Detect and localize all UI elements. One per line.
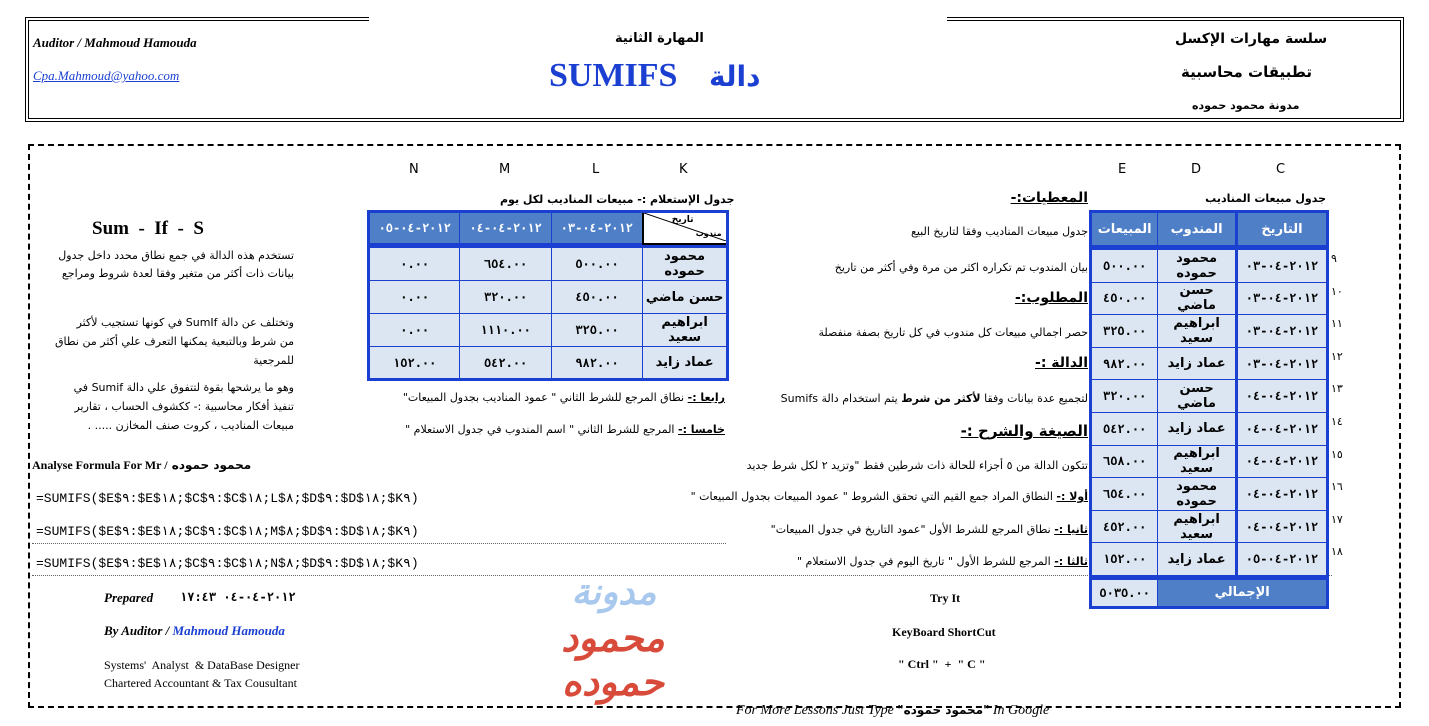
formula-text: تتكون الدالة من ٥ أجزاء للحالة ذات شرطين فقط "وتزيد ٢ لكل شرط جديد (746, 459, 1088, 472)
usage-row (369, 314, 728, 347)
description-line: تستخدم هذه الدالة في جمع نطاق محدد داخل جدول (58, 249, 294, 262)
sales-rep-name: محمود حموده (1158, 478, 1237, 511)
shortcut-keys: " Ctrl " + " C " (898, 657, 986, 671)
prepared-date: ٢٠١٢-٠٤-٠٤ ١٧:٤٣ (180, 590, 296, 604)
first-label: أولا :- (1056, 490, 1088, 503)
description-line: من شرط وبالتبعية يمكنها التعرف علي أكثر من نطاق (55, 335, 294, 348)
sales-date: ٢٠١٢-٠٤-٠٣ (1236, 347, 1327, 380)
usage-value: ٤٥٠.٠٠ (551, 281, 642, 314)
usage-header-row (369, 212, 728, 244)
description-line: للمرجعية (253, 354, 294, 367)
description-line: مبيعات المناديب ، كروت صنف المخازن ..... . (87, 419, 294, 432)
title-en: SUMIFS (549, 57, 678, 94)
sales-total-label: الإجمالي (1158, 579, 1328, 607)
fifth-text: المرجع للشرط الثاني " اسم المندوب في جدول الاستعلام " (405, 423, 675, 436)
sumifs-heading: Sum - If - S (92, 218, 204, 239)
sales-rep-name: حسن ماضي (1158, 282, 1237, 315)
usage-value: ٦٥٤.٠٠ (460, 248, 551, 281)
sales-value: ٥٠٠.٠٠ (1091, 250, 1158, 283)
more-lessons-a: For More Lessons Just Type (736, 703, 898, 718)
sales-value: ٥٤٢.٠٠ (1091, 412, 1158, 445)
usage-table (367, 210, 729, 381)
sales-row (1091, 543, 1328, 576)
usage-rep-name: عماد زايد (643, 347, 728, 380)
usage-value: ٣٢٥.٠٠ (551, 314, 642, 347)
usage-date-cell: ٢٠١٢-٠٤-٠٣ (551, 212, 642, 244)
row-number: ١٧ (1331, 512, 1343, 526)
sales-header-cell: المبيعات (1091, 212, 1158, 246)
third-text: المرجع للشرط الأول " تاريخ اليوم في جدول الاستعلام " (796, 555, 1051, 568)
fifth-note (380, 423, 725, 436)
description-line: تنفيذ أفكار محاسبية :- ككشوف الحساب ، تقارير (74, 400, 294, 413)
header-gap (369, 17, 947, 23)
sales-date: ٢٠١٢-٠٤-٠٤ (1236, 445, 1327, 478)
sales-date: ٢٠١٢-٠٤-٠٣ (1236, 282, 1327, 315)
prepared-label: Prepared (104, 590, 154, 605)
usage-corner-cell (643, 212, 728, 244)
role-2: Chartered Accountant & Tax Cousultant (104, 676, 297, 690)
usage-value: ٩٨٢.٠٠ (551, 347, 642, 380)
usage-row (369, 248, 728, 281)
sales-value: ٤٥٢.٠٠ (1091, 510, 1158, 543)
sales-table (1089, 210, 1329, 609)
sales-rep-name: عماد زايد (1158, 543, 1237, 576)
sales-row (1091, 282, 1328, 315)
logo-bottom-text: محمود حموده (561, 616, 665, 704)
fourth-label: رابعا :- (687, 391, 725, 404)
sales-row (1091, 412, 1328, 445)
fourth-note (380, 391, 725, 404)
usage-date-cell: ٢٠١٢-٠٤-٠٥ (369, 212, 460, 244)
description-line: وهو ما يرشحها بقوة لتتفوق علي دالة Sumif في (73, 381, 294, 394)
usage-value: ٣٢٠.٠٠ (460, 281, 551, 314)
sales-rep-name: ابراهيم سعيد (1158, 510, 1237, 543)
usage-row (369, 281, 728, 314)
function-title: الدالة :- (1035, 355, 1088, 371)
row-number: ١٤ (1331, 414, 1343, 428)
sales-total-row (1091, 579, 1328, 607)
sales-rep-name: ابراهيم سعيد (1158, 315, 1237, 348)
col-letter-l: L (592, 162, 600, 177)
function-text-a: لتجميع عدة بيانات وفقا (980, 392, 1088, 405)
description-para-1 (36, 247, 294, 283)
sales-total-value: ٥٠٣٥.٠٠ (1091, 579, 1158, 607)
usage-rep-name: حسن ماضي (643, 281, 728, 314)
row-numbers (1331, 252, 1351, 578)
usage-value: ٥٠٠.٠٠ (551, 248, 642, 281)
sales-value: ٣٢٥.٠٠ (1091, 315, 1158, 348)
sales-row (1091, 510, 1328, 543)
description-line: بيانات ذات أكثر من متغير وفقا لعدة شروط ومراجع (61, 267, 294, 280)
description-para-3 (36, 378, 294, 435)
row-number: ١٨ (1331, 545, 1343, 559)
row-number: ١٥ (1331, 447, 1343, 461)
corner-top: تاريخ (671, 215, 694, 225)
sales-header-cell: التاريخ (1236, 212, 1327, 246)
sales-row (1091, 250, 1328, 283)
row-number: ١٦ (1331, 480, 1343, 494)
formula-1: =SUMIFS($E$٩:$E$١٨;$C$٩:$C$١٨;L$٨;$D$٩:$D$١٨;$K٩) (36, 491, 419, 506)
sales-rep-name: عماد زايد (1158, 347, 1237, 380)
by-auditor (104, 623, 285, 639)
sales-rep-name: محمود حموده (1158, 250, 1237, 283)
givens-text: جدول مبيعات المناديب وفقا لتاريخ البيع (911, 225, 1088, 238)
title-ar: دالة (709, 60, 761, 93)
formula-2: =SUMIFS($E$٩:$E$١٨;$C$٩:$C$١٨;M$٨;$D$٩:$D$١٨;$K٩) (36, 524, 419, 539)
fourth-text: نطاق المرجع للشرط الثاني " عمود المناديب بجدول المبيعات" (402, 391, 685, 404)
row-number: ١٣ (1331, 382, 1343, 396)
analyse-name: محمود حموده (171, 458, 252, 472)
description-line: وتختلف عن دالة SumIf في كونها تستجيب لأكثر (76, 316, 294, 329)
sales-header-cell: المندوب (1158, 212, 1237, 246)
page-title (549, 57, 879, 95)
row-number: ١١ (1331, 317, 1343, 331)
fifth-label: خامسا :- (678, 423, 725, 436)
sales-date: ٢٠١٢-٠٤-٠٤ (1236, 412, 1327, 445)
usage-value: ١٥٢.٠٠ (369, 347, 460, 380)
sales-date: ٢٠١٢-٠٤-٠٣ (1236, 315, 1327, 348)
series-title: سلسة مهارات الإكسل (1175, 31, 1328, 47)
second-note (700, 523, 1088, 536)
sales-row (1091, 315, 1328, 348)
usage-row (369, 347, 728, 380)
dotted-divider (32, 543, 726, 544)
more-lessons-c: In Google (989, 703, 1050, 718)
author-name: Mahmoud Hamouda (172, 623, 285, 638)
description-para-2 (36, 313, 294, 370)
sales-value: ٤٥٠.٠٠ (1091, 282, 1158, 315)
third-label: ثالثا :- (1054, 555, 1088, 568)
blog-name: مدونة محمود حموده (1192, 99, 1300, 112)
col-letter-e: E (1118, 162, 1127, 177)
function-text-c: يتم استخدام دالة Sumifs (780, 392, 902, 405)
col-letter-m: M (499, 162, 511, 177)
corner-bottom: مندوب (695, 229, 722, 238)
sales-value: ٦٥٤.٠٠ (1091, 478, 1158, 511)
more-lessons-b: "محمود حموده" (897, 703, 990, 717)
sales-row (1091, 445, 1328, 478)
sales-date: ٢٠١٢-٠٤-٠٤ (1236, 510, 1327, 543)
second-text: نطاق المرجع للشرط الأول "عمود التاريخ في جدول المبيعات" (770, 523, 1051, 536)
logo-top-text: مدونة (571, 572, 657, 613)
usage-table-caption: جدول الإستعلام :- مبيعات المناديب لكل يوم (500, 193, 735, 206)
usage-rep-name: ابراهيم سعيد (643, 314, 728, 347)
sales-table-caption: جدول مبيعات المناديب (1205, 192, 1326, 205)
applications-title: تطبيقات محاسبية (1181, 63, 1313, 81)
auditor-label: Auditor / Mahmoud Hamouda (33, 35, 197, 50)
sales-row (1091, 380, 1328, 413)
required-title: المطلوب:- (1014, 290, 1088, 306)
sales-date: ٢٠١٢-٠٤-٠٣ (1236, 250, 1327, 283)
header-box (28, 20, 1401, 119)
required-text: حصر اجمالي مبيعات كل مندوب في كل تاريخ بصفة منفصلة (818, 326, 1088, 339)
givens-text-2: بيان المندوب تم تكراره اكثر من مرة وفي أكثر من تاريخ (834, 261, 1088, 274)
sales-date: ٢٠١٢-٠٤-٠٥ (1236, 543, 1327, 576)
second-label: ثانيا :- (1054, 523, 1088, 536)
sales-row (1091, 347, 1328, 380)
usage-value: ٠.٠٠ (369, 248, 460, 281)
col-letter-n: N (409, 162, 419, 177)
row-number: ١٠ (1331, 284, 1343, 298)
first-text: النطاق المراد جمع القيم التي تحقق الشروط " عمود المبيعات بجدول المبيعات " (690, 490, 1053, 503)
col-letter-d: D (1191, 162, 1202, 177)
analyse-label-text: Analyse Formula For Mr / (32, 458, 168, 472)
email-link[interactable]: Cpa.Mahmoud@yahoo.com (33, 68, 180, 83)
usage-value: ٠.٠٠ (369, 281, 460, 314)
formula-3: =SUMIFS($E$٩:$E$١٨;$C$٩:$C$١٨;N$٨;$D$٩:$D$١٨;$K٩) (36, 556, 419, 571)
sales-value: ١٥٢.٠٠ (1091, 543, 1158, 576)
skill-label: المهارة الثانية (615, 31, 704, 46)
sales-value: ٦٥٨.٠٠ (1091, 445, 1158, 478)
usage-value: ١١١٠.٠٠ (460, 314, 551, 347)
usage-rep-name: محمود حموده (643, 248, 728, 281)
function-text-b: لأكثر من شرط (901, 392, 981, 405)
function-text (740, 392, 1088, 405)
sales-body (1091, 250, 1328, 576)
col-letter-c: C (1276, 162, 1286, 177)
sales-date: ٢٠١٢-٠٤-٠٤ (1236, 380, 1327, 413)
row-number: ٩ (1331, 252, 1337, 265)
third-note (740, 555, 1088, 568)
sales-value: ٩٨٢.٠٠ (1091, 347, 1158, 380)
sales-rep-name: ابراهيم سعيد (1158, 445, 1237, 478)
usage-date-cell: ٢٠١٢-٠٤-٠٤ (460, 212, 551, 244)
more-lessons (729, 687, 1049, 719)
sales-row (1091, 478, 1328, 511)
givens-title: المعطيات:- (1010, 190, 1088, 206)
sales-header-row (1091, 212, 1328, 246)
formula-explain-title: الصيغة والشرح :- (960, 422, 1088, 440)
row-number: ١٢ (1331, 349, 1343, 363)
usage-value: ٥٤٢.٠٠ (460, 347, 551, 380)
shortcut-label: KeyBoard ShortCut (892, 625, 996, 639)
sales-value: ٣٢٠.٠٠ (1091, 380, 1158, 413)
col-letter-k: K (679, 162, 688, 177)
blog-logo (520, 572, 710, 704)
usage-value: ٠.٠٠ (369, 314, 460, 347)
by-auditor-label: By Auditor / (104, 623, 170, 638)
sales-rep-name: عماد زايد (1158, 412, 1237, 445)
role-1: Systems' Analyst & DataBase Designer (104, 658, 300, 672)
first-note (660, 490, 1088, 503)
analyse-formula-label (32, 458, 251, 473)
sales-date: ٢٠١٢-٠٤-٠٤ (1236, 478, 1327, 511)
sales-rep-name: حسن ماضي (1158, 380, 1237, 413)
try-it-label: Try It (930, 591, 961, 605)
